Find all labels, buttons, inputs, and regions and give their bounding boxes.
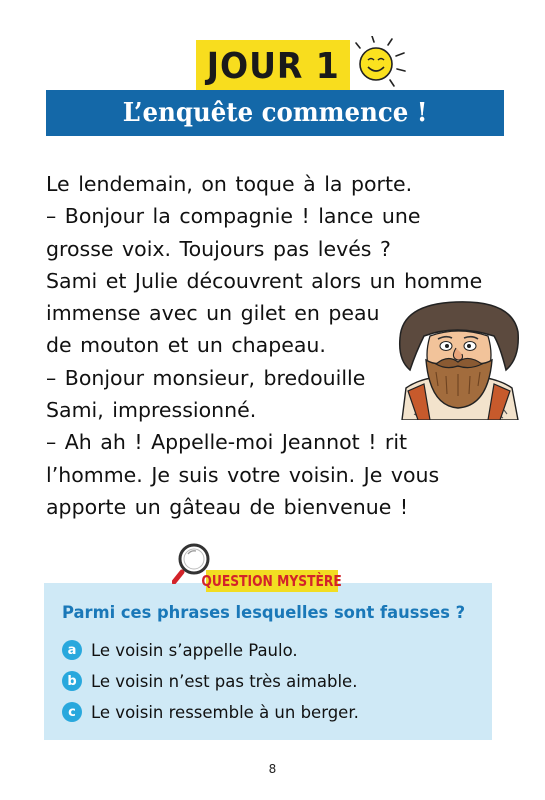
story-line: Sami et Julie découvrent alors un homme bbox=[46, 268, 483, 293]
story-line: – Bonjour la compagnie ! lance une bbox=[46, 204, 421, 229]
day-label: JOUR 1 bbox=[206, 45, 340, 87]
story-line: l’homme. Je suis votre voisin. Je vous bbox=[46, 462, 440, 487]
answer-option-b bbox=[62, 671, 357, 691]
answer-option-a bbox=[62, 640, 298, 660]
story-line: Le lendemain, on toque à la porte. bbox=[46, 172, 413, 196]
answer-option-c bbox=[62, 702, 359, 722]
chapter-title-bar bbox=[46, 90, 504, 136]
option-letter-badge: a bbox=[62, 640, 82, 660]
option-letter-badge: b bbox=[62, 671, 82, 691]
story-line: – Bonjour monsieur, bredouille bbox=[46, 365, 366, 390]
story-line: immense avec un gilet en peau bbox=[46, 301, 380, 326]
story-line: grosse voix. Toujours pas levés ? bbox=[46, 236, 391, 261]
story-line: Sami, impressionné. bbox=[46, 398, 257, 423]
story-line: de mouton et un chapeau. bbox=[46, 333, 326, 358]
chapter-title: L’enquête commence ! bbox=[122, 98, 428, 128]
story-line: – Ah ah ! Appelle-moi Jeannot ! rit bbox=[46, 430, 408, 455]
story-line: apporte un gâteau de bienvenue ! bbox=[46, 494, 409, 519]
question-label: QUESTION MYSTÈRE bbox=[201, 572, 343, 590]
option-letter-badge: c bbox=[62, 702, 82, 722]
page-number: 8 bbox=[268, 762, 277, 776]
option-text: Le voisin s’appelle Paulo. bbox=[91, 640, 298, 660]
sun-icon bbox=[348, 36, 408, 92]
mystery-question: Parmi ces phrases lesquelles sont fausses ? bbox=[62, 603, 466, 623]
bearded-man-illustration bbox=[396, 296, 522, 420]
option-text: Le voisin ressemble à un berger. bbox=[91, 702, 359, 722]
question-label-badge bbox=[201, 570, 343, 592]
day-badge bbox=[196, 40, 350, 92]
option-text: Le voisin n’est pas très aimable. bbox=[91, 671, 358, 691]
